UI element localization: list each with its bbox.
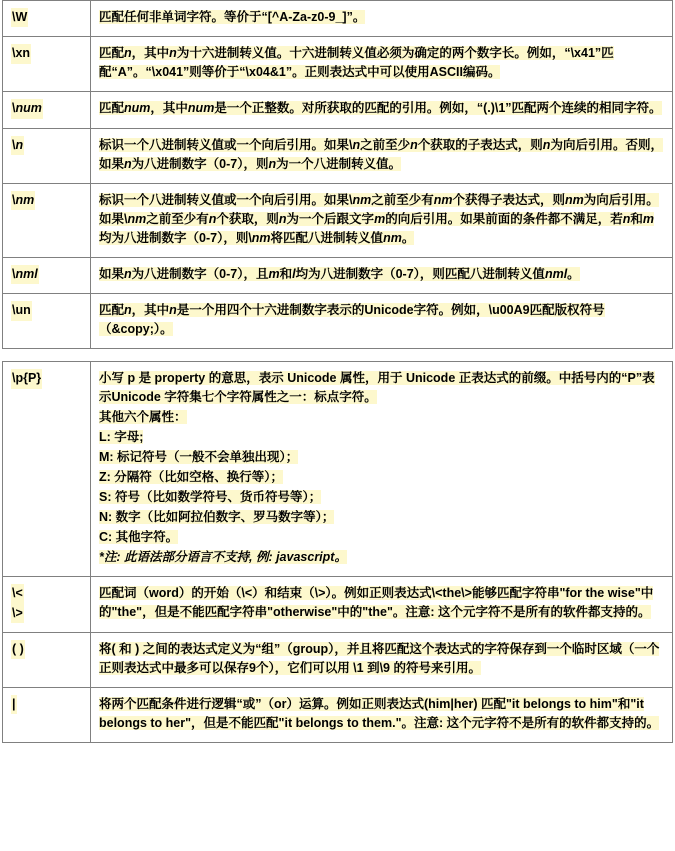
table-row (3, 37, 673, 92)
symbol-cell (3, 687, 91, 742)
description-line: C: 其他字符。 (99, 530, 179, 545)
description-line: 匹配n，其中n是一个用四个十六进制数字表示的Unicode字符。例如，\u00A9匹配版权符号（&copy;）。 (99, 303, 605, 337)
description-line: N: 数字（比如阿拉伯数字、罗马数字等）； (99, 510, 335, 525)
symbol-text: \n (11, 136, 82, 155)
table-row (3, 183, 673, 257)
escape-sequences-table (2, 0, 673, 349)
symbol-cell (3, 128, 91, 183)
description-cell (91, 1, 673, 37)
symbol-text: \nml (11, 265, 82, 284)
description-line: 匹配词（word）的开始（\<）和结束（\>）。例如正则表达式\<the\>能够匹配字符串"for the wise"中的"the"，但是不能匹配字符串"otherwise"中的"the"。注意: 这个元字符不是所有的软件都支持的。 (99, 586, 654, 620)
description-line: 匹配任何非单词字符。等价于“[^A-Za-z0-9_]”。 (99, 10, 366, 24)
description-cell (91, 92, 673, 128)
table-row (3, 128, 673, 183)
symbol-cell (3, 294, 91, 349)
table-row (3, 1, 673, 37)
symbol-cell (3, 362, 91, 577)
symbol-text: \xn (11, 44, 82, 63)
description-cell (91, 37, 673, 92)
symbol-cell (3, 37, 91, 92)
description-cell (91, 183, 673, 257)
table-row (3, 294, 673, 349)
description-cell (91, 362, 673, 577)
table-row (3, 362, 673, 577)
description-line: S: 符号（比如数学符号、货币符号等）； (99, 490, 322, 505)
description-line: 将( 和 ) 之间的表达式定义为“组”（group），并且将匹配这个表达式的字符保存到一个临时区域（一个正则表达式中最多可以保存9个），它们可以用 \1 到\9 的符号来引用。 (99, 641, 660, 675)
description-line: 如果n为八进制数字（0-7），且m和l均为八进制数字（0-7），则匹配八进制转义值nml。 (99, 266, 580, 281)
description-cell (91, 128, 673, 183)
description-line: Z: 分隔符（比如空格、换行等）； (99, 470, 284, 485)
table-row (3, 687, 673, 742)
description-line: *注: 此语法部分语言不支持, 例: javascript。 (99, 550, 347, 565)
description-cell (91, 577, 673, 633)
symbol-cell (3, 257, 91, 293)
description-line: M: 标记符号（一般不会单独出现）； (99, 450, 299, 465)
symbol-text: \un (11, 301, 82, 320)
description-line: 小写 p 是 property 的意思，表示 Unicode 属性，用于 Unicode 正表达式的前缀。中括号内的“P”表示Unicode 字符集七个字符属性之一：标点字符。 (99, 371, 655, 405)
description-cell (91, 687, 673, 742)
symbol-text: \p{P} (11, 369, 82, 388)
table-row (3, 577, 673, 633)
symbol-cell (3, 1, 91, 37)
symbol-cell (3, 183, 91, 257)
symbol-cell (3, 632, 91, 687)
description-line: 将两个匹配条件进行逻辑“或”（or）运算。例如正则表达式(him|her) 匹配"it belongs to him"和"it belongs to her"，但是不能匹配"it belongs to them."。注意: 这个元字符不是所有的软件都支持的。 (99, 696, 660, 730)
description-cell (91, 294, 673, 349)
description-line: 匹配n，其中n为十六进制转义值。十六进制转义值必须为确定的两个数字长。例如，“\x41”匹配“A”。“\x041”则等价于“\x04&1”。正则表达式中可以使用ASCII编码。 (99, 46, 614, 80)
table-row (3, 92, 673, 128)
description-cell (91, 632, 673, 687)
description-line: 标识一个八进制转义值或一个向后引用。如果\nm之前至少有nm个获得子表达式，则nm为向后引用。如果\nm之前至少有n个获取，则n为一个后跟文字m的向后引用。如果前面的条件都不满足，若n和m均为八进制数字（0-7），则\nm将匹配八进制转义值nm。 (99, 192, 659, 245)
description-line: L: 字母; (99, 430, 144, 445)
symbol-text: \> (11, 604, 82, 623)
description-cell (91, 257, 673, 293)
symbol-text: | (11, 695, 82, 714)
description-line: 匹配num，其中num是一个正整数。对所获取的匹配的引用。例如，“(.)\1”匹配两个连续的相同字符。 (99, 101, 662, 116)
symbol-text: \nm (11, 191, 82, 210)
symbol-text: ( ) (11, 640, 82, 659)
symbol-text: \W (11, 8, 82, 27)
symbol-text: \< (11, 584, 82, 603)
unicode-and-group-table (2, 361, 673, 743)
symbol-cell (3, 92, 91, 128)
description-line: 标识一个八进制转义值或一个向后引用。如果\n之前至少n个获取的子表达式，则n为向后引用。否则，如果n为八进制数字（0-7），则n为一个八进制转义值。 (99, 137, 663, 171)
description-line: 其他六个属性： (99, 410, 187, 425)
table-row (3, 257, 673, 293)
symbol-cell (3, 577, 91, 633)
symbol-text: \num (11, 99, 82, 118)
table-row (3, 632, 673, 687)
